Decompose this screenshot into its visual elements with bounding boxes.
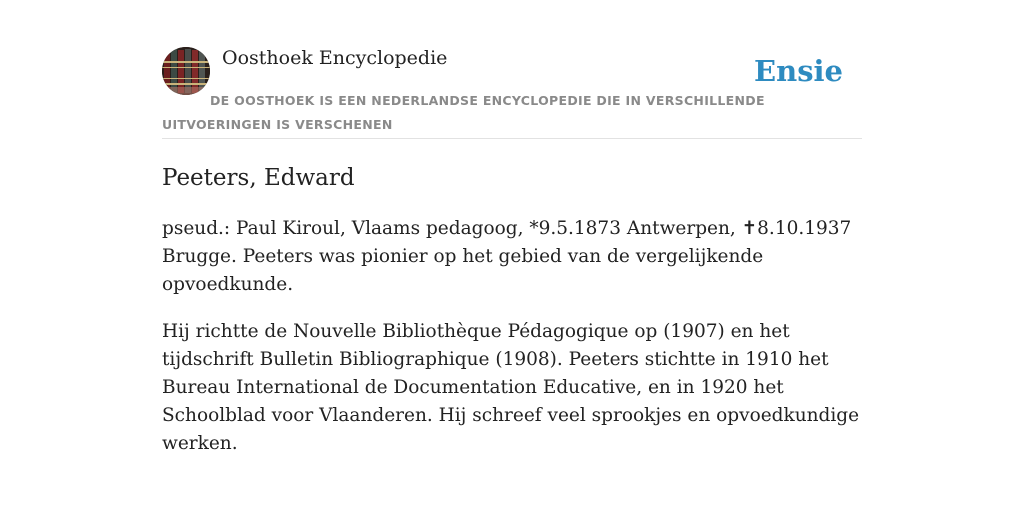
site-tagline: DE OOSTHOEK IS EEN NEDERLANDSE ENCYCLOPEDIE DIE IN VERSCHILLENDE UITVOERINGEN IS VERSCHENEN <box>162 93 765 132</box>
article-title: Peeters, Edward <box>162 165 355 191</box>
encyclopedia-avatar[interactable] <box>162 47 210 95</box>
article-paragraph: pseud.: Paul Kiroul, Vlaams pedagoog, *9.5.1873 Antwerpen, ✝8.10.1937 Brugge. Peeters was pionier op het gebied van de vergelijkende opvoedkunde. <box>162 218 852 295</box>
brand-logo-link[interactable]: Ensie <box>754 54 843 88</box>
article-paragraph: Hij richtte de Nouvelle Bibliothèque Pédagogique op (1907) en het tijdschrift Bulletin Bibliographique (1908). Peeters stichtte in 1910 het Bureau International de Documentation Educative, en in 1920 het Schoolblad voor Vlaanderen. Hij schreef veel sprookjes en opvoedkundige werken. <box>162 321 860 454</box>
site-title[interactable]: Oosthoek Encyclopedie <box>222 47 448 69</box>
header <box>162 46 862 139</box>
book-spines-image <box>162 47 210 95</box>
page <box>162 46 862 458</box>
